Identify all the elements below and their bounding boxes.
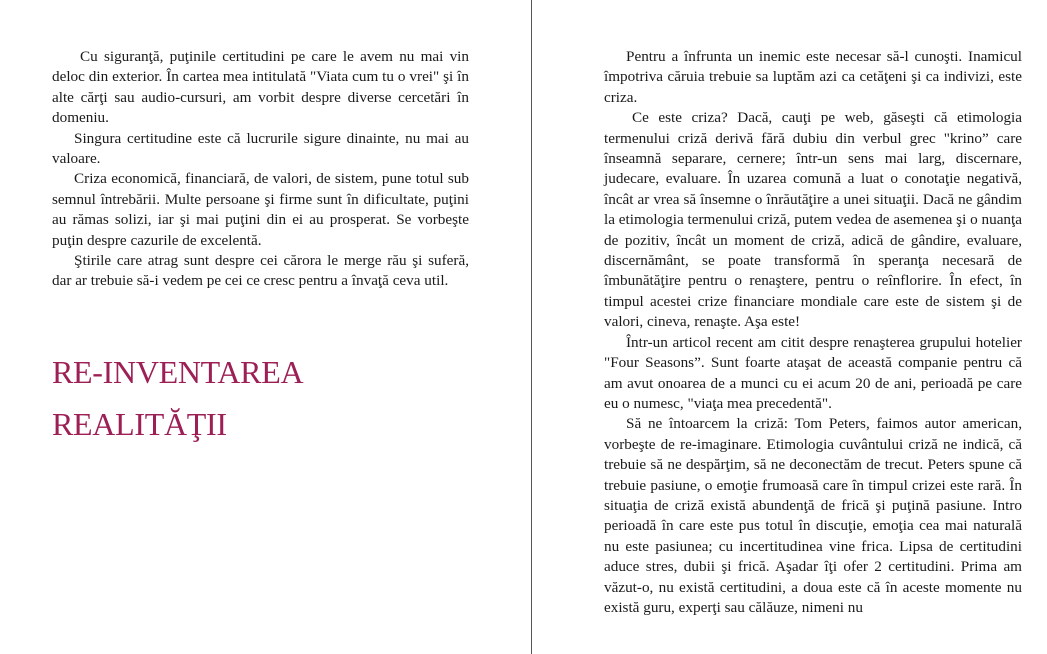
- chapter-heading-line: REALITĂŢII: [52, 406, 227, 442]
- chapter-heading: [52, 346, 492, 450]
- paragraph: Ştirile care atrag sunt despre cei cărora le merge rău şi suferă, dar ar trebuie să-i vedem pe cei ce cresc pentru a învaţă ceva util.: [52, 252, 469, 290]
- paragraph: Să ne întoarcem la criză: Tom Peters, faimos autor american, vorbeşte de re-imaginare. Etimologia cuvântului criză ne indică, că trebuie să ne despărţim, să ne deconectăm de trecut. Peters spune că trebuie pasiune, o emoţie frumoasă care în timpul crizei este rară. În situaţia de criză există abundenţă de frică şi puţină pasiune. Intro perioadă în care este pus totul în discuţie, emoţia cea mai naturală nu este pasiunea; cu incertitudinea vine frica. Lipsa de certitudini aduce stres, dubii şi frică. Aşadar îţi ofer 2 certitudini. Prima am văzut-o, nu există certitudini, a doua este că în aceste momente nu există guru, experţi sau călăuze, nimeni nu: [604, 415, 1022, 616]
- right-page: [532, 0, 1047, 654]
- paragraph: Criza economică, financiară, de valori, de sistem, pune totul sub semnul întrebării. Multe persoane şi firme sunt în dificultate, puţini au rămas solizi, iar şi mai puţini din ei au prosperat. Se vorbeşte puţin despre cazurile de excelentă.: [52, 170, 469, 249]
- paragraph: Ce este criza? Dacă, cauţi pe web, găseşti că etimologia termenului criză derivă fără dubiu din verbul grec "krino” care înseamnă separare, cernere; într-un sens mai larg, discernare, judecare, evaluare. În uzarea comună a luat o conotaţie negativă, încât ar vrea să însemne o înrăutăţire a unei situaţii. Dacă ne gândim la etimologia termenului criză, putem vedea de asemenea şi o nuanţa de pozitiv, încât un moment de criză, adică de gândire, evaluare, discernământ, se poate transformă în speranţa necesară de îmbunătăţire pentru o renaştere, pentru o reînflorire. În efect, în timpul acestei crize financiare mondiale care este de sistem şi de valori, cineva, renaşte. Aşa este!: [604, 109, 1022, 331]
- paragraph: Singura certitudine este că lucrurile sigure dinainte, nu mai au valoare.: [52, 129, 469, 168]
- paragraph: Cu siguranţă, puţinile certitudini pe care le avem nu mai vin deloc din exterior. În cartea mea intitulată "Viata cum tu o vrei" şi în alte cărţi sau audio-cursuri, am vorbit despre diverse cercetări în domeniu.: [52, 48, 469, 127]
- left-page-body: [52, 47, 469, 292]
- right-page-body: [604, 47, 1022, 618]
- paragraph: Într-un articol recent am citit despre renaşterea grupului hotelier "Four Seasons”. Sunt foarte ataşat de această companie pentru că am avut onoarea de a munci cu ei acum 20 de ani, perioadă pe care eu o numesc, "viaţa mea precedentă".: [604, 333, 1022, 412]
- chapter-heading-line: RE-INVENTAREA: [52, 354, 304, 390]
- paragraph: Pentru a înfrunta un inemic este necesar să-l cunoşti. Inamicul împotriva căruia trebuie sa luptăm azi ca cetăţeni şi ca indivizi, este criza.: [604, 48, 1022, 106]
